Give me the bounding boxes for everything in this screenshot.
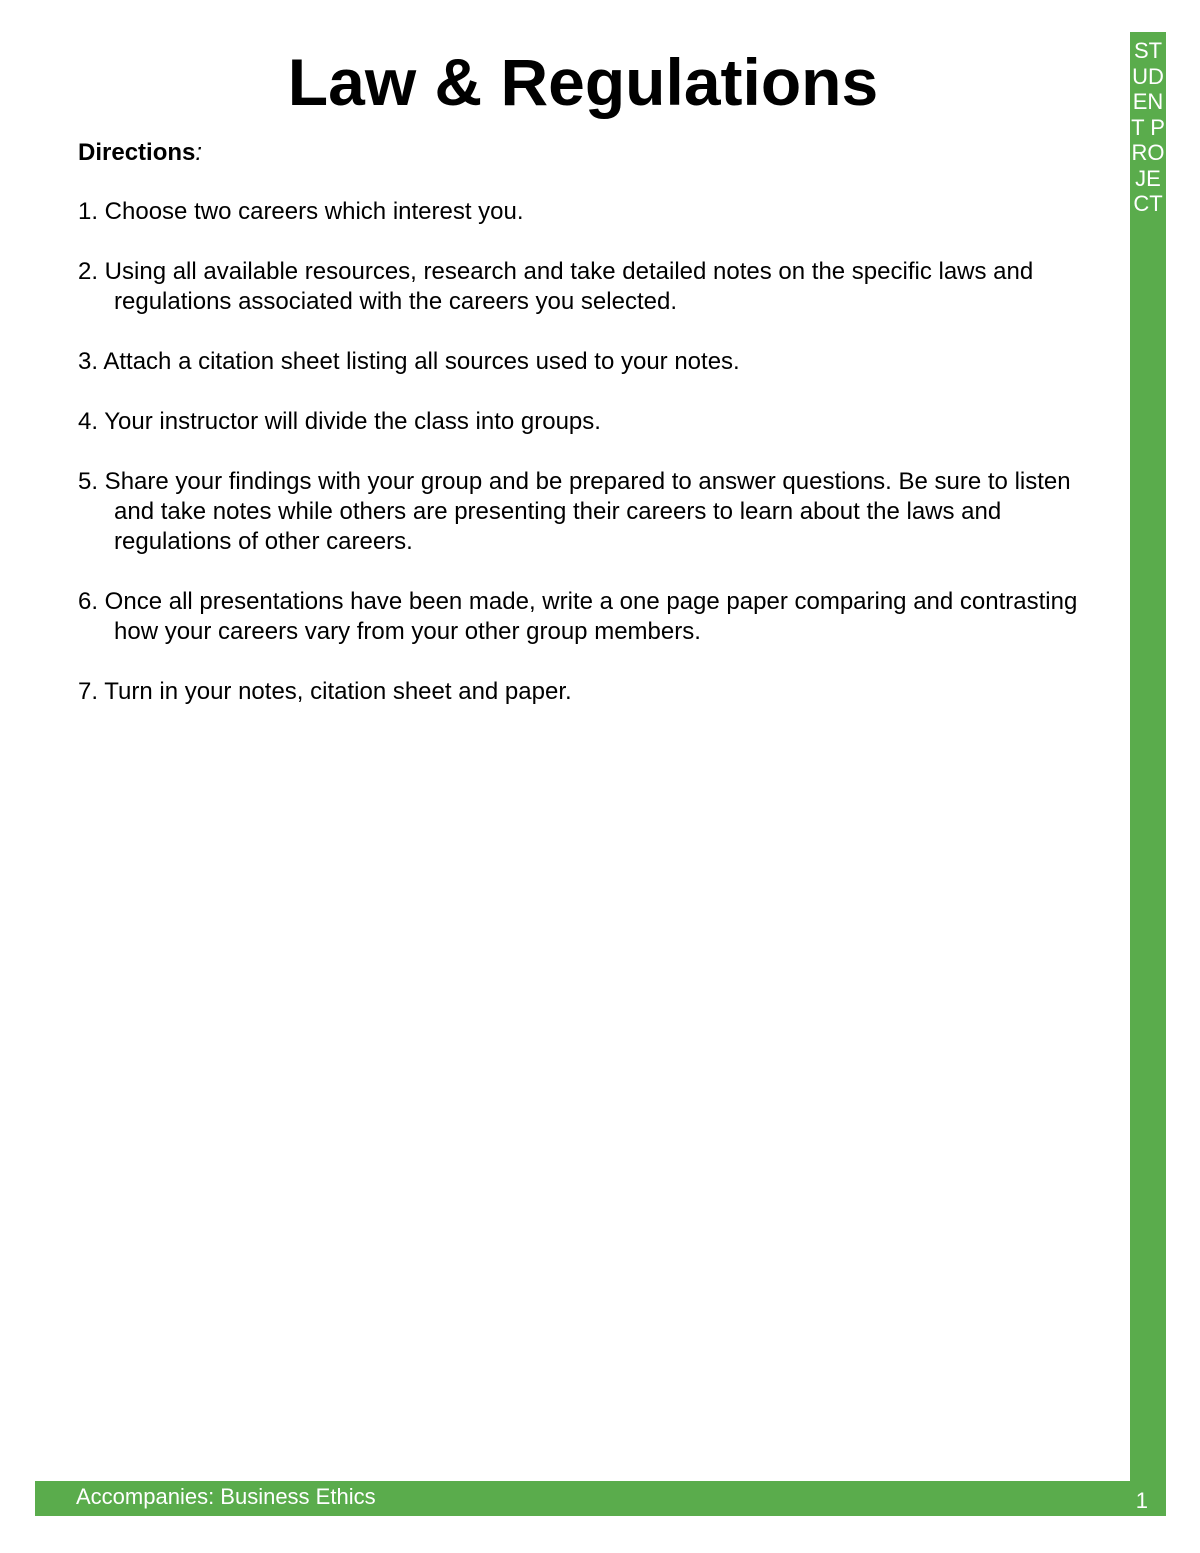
step-5: 5. Share your findings with your group and be prepared to answer questions. Be sure to listen and take notes while others are presenting their careers to learn about the laws and regulations of other careers. [78,468,1071,555]
directions-list [78,197,1108,737]
directions-heading [78,137,202,169]
page-title: Law & Regulations [287,45,879,119]
side-bar [1130,32,1166,1516]
step-4: 4. Your instructor will divide the class into groups. [78,408,601,435]
directions-colon: : [195,139,203,166]
footer-bar [35,1481,1166,1516]
step-3: 3. Attach a citation sheet listing all sources used to your notes. [78,348,740,375]
step-7: 7. Turn in your notes, citation sheet and paper. [78,678,572,705]
student-project-label: STUDENT PROJECT [1131,38,1165,216]
page-number: 1 [1135,1488,1148,1513]
step-6: 6. Once all presentations have been made, write a one page paper comparing and contrasting how your careers vary from your other group members. [78,588,1078,645]
step-1: 1. Choose two careers which interest you. [78,198,524,225]
directions-label: Directions [78,139,196,166]
step-2: 2. Using all available resources, research and take detailed notes on the specific laws and regulations associated with the careers you selected. [78,258,1034,315]
footer-text: Accompanies: Business Ethics [76,1484,376,1509]
